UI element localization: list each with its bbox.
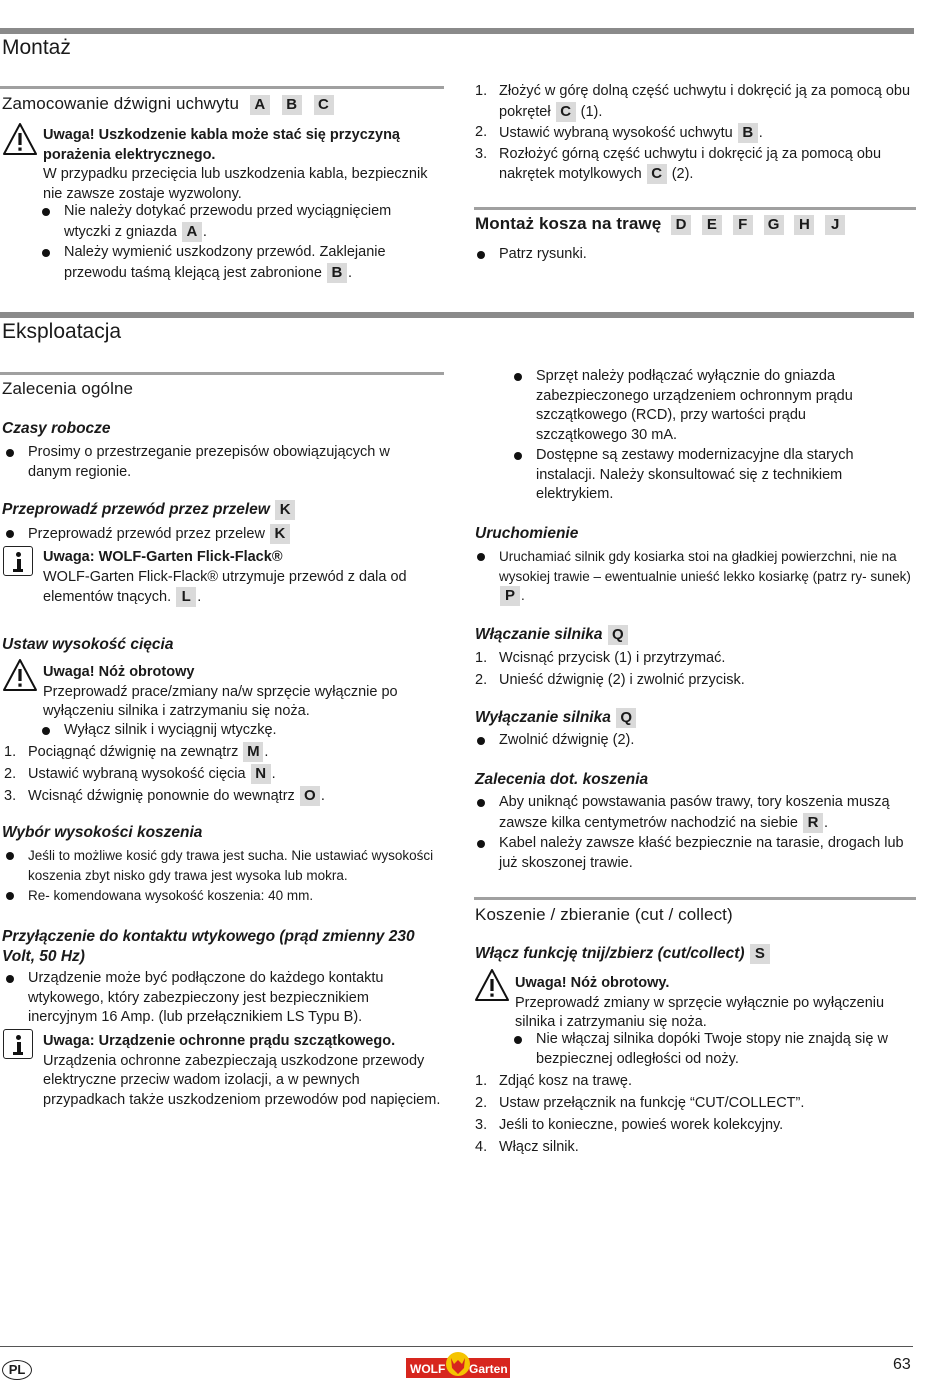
- heading-text: Wyłączanie silnika: [475, 709, 611, 726]
- list-item: 3. Wcisnąć dźwignię ponownie do wewnątrz O .: [4, 786, 434, 807]
- logo-text-left: WOLF: [410, 1362, 446, 1376]
- info-icon: [3, 546, 33, 576]
- step-number: 2.: [4, 766, 17, 782]
- list-item: [4, 524, 434, 545]
- section-rule-montaz: [0, 28, 914, 34]
- step-text: Unieść dźwignię (2) i zwolnić przycisk.: [499, 671, 745, 688]
- figure-badge: D: [671, 215, 691, 235]
- figure-badge: C: [647, 164, 667, 184]
- logo-text-right: Garten: [469, 1362, 508, 1376]
- bullet-text: Wyłącz silnik i wyciągnij wtyczkę.: [64, 722, 277, 738]
- przelew-bullets: [4, 524, 434, 546]
- warning-title: porażenia elektrycznego.: [43, 146, 216, 163]
- bullet-text: Zwolnić dźwignię (2).: [499, 732, 635, 748]
- wolf-garten-logo: [406, 1350, 510, 1384]
- list-item: Uruchamiać silnik gdy kosiarka stoi na gładkiej powierzchni, nie na wysokiej trawie – ewentualnie unieść lekko kosiarkę (patrz ry- sunek) P .: [475, 547, 915, 606]
- list-item: Nie należy dotykać przewodu przed wyciągnięciem wtyczki z gniazda A .: [40, 202, 435, 242]
- warning-title: Uwaga! Uszkodzenie kabla może stać się przyczyną: [43, 127, 400, 143]
- warning-icon: [2, 658, 38, 692]
- heading-text: Przeprowadź przewód przez przelew: [2, 501, 270, 518]
- list-item: [475, 1093, 915, 1114]
- warning-cable-block: [43, 126, 438, 204]
- step-text: (1).: [580, 103, 603, 120]
- heading-czasy: Czasy robocze: [2, 420, 111, 437]
- figure-badge: E: [702, 215, 722, 235]
- ustaw-steps: [4, 742, 434, 808]
- heading-zamocowanie: [2, 93, 335, 115]
- subsection-rule: [474, 207, 916, 210]
- figure-badge: A: [182, 222, 202, 242]
- bullet-text: Nie należy dotykać przewodu przed wyciągnięciem wtyczki z gniazda: [64, 203, 392, 240]
- figure-badge: M: [243, 742, 263, 762]
- figure-badge: B: [282, 95, 302, 115]
- heading-zalecenia-koszenia: Zalecenia dot. koszenia: [475, 771, 649, 788]
- wybor-bullets: [4, 846, 444, 907]
- kosz-bullets: [475, 245, 915, 266]
- list-item: [512, 367, 882, 445]
- list-item: [475, 834, 915, 873]
- heading-text: Zamocowanie dźwigni uchwytu: [2, 94, 240, 113]
- heading-ustaw: Ustaw wysokość cięcia: [2, 636, 174, 653]
- figure-badge: K: [270, 524, 290, 544]
- cable-bullets: [40, 202, 435, 284]
- figure-badge: O: [300, 786, 320, 806]
- bullet-text: Sprzęt należy podłączać wyłącznie do gniazda zabezpieczonego urządzeniem ochronnym prądu szczątkowego (RCD), przy wartości prądu szczątkowego 30 mA.: [536, 368, 853, 443]
- info-text: WOLF-Garten Flick-Flack® utrzymuje przewód z dala od elementów tnących.: [43, 568, 407, 605]
- list-item: [475, 1071, 915, 1092]
- step-text: Zdjąć kosz na trawę.: [499, 1073, 632, 1089]
- list-item: [512, 1030, 915, 1069]
- wylaczanie-bullets: [475, 731, 915, 752]
- wlaczanie-steps: [475, 648, 915, 691]
- list-item: [4, 443, 419, 482]
- list-item: 2. Ustawić wybraną wysokość uchwytu B .: [475, 124, 763, 141]
- list-item: [512, 446, 882, 505]
- bullet-text: Re- komendowana wysokość koszenia: 40 mm.: [28, 888, 314, 903]
- warning-noz: [43, 663, 443, 722]
- warning-noz-koszenie: [515, 974, 915, 1033]
- warning-title: Uwaga! Nóż obrotowy.: [515, 975, 670, 991]
- list-item: [4, 846, 444, 885]
- list-item: [475, 1115, 915, 1136]
- list-item: Należy wymienić uszkodzony przewód. Zaklejanie przewodu taśmą klejącą jest zabronione B .: [40, 243, 435, 283]
- bullet-text: Patrz rysunki.: [499, 246, 587, 262]
- step-number: 1.: [475, 83, 488, 99]
- language-badge: PL: [2, 1360, 32, 1380]
- step-number: 2.: [475, 671, 488, 688]
- bullet-text: Jeśli to możliwe kosić gdy trawa jest sucha. Nie ustawiać wysokości koszenia zbyt nisko gdy trawa jest wysoka lub mokra.: [28, 848, 434, 883]
- list-item: [475, 670, 915, 691]
- bullet-text: Kabel należy zawsze kłaść bezpiecznie na tarasie, drogach lub już skoszonej trawie.: [499, 835, 904, 871]
- step-text: Złożyć w górę dolną część uchwytu i dokręcić ją za pomocą obu pokręteł: [499, 83, 911, 120]
- bullet-text: Należy wymienić uszkodzony przewód. Zaklejanie przewodu taśmą klejącą jest zabronione: [64, 244, 386, 281]
- figure-badge: G: [764, 215, 784, 235]
- noz-koszenie-bullets: [512, 1030, 915, 1070]
- step-text: (2).: [671, 166, 694, 182]
- warning-title: Uwaga! Nóż obrotowy: [43, 664, 195, 680]
- heading-wybor: Wybór wysokości koszenia: [2, 824, 203, 841]
- list-item: Aby uniknąć powstawania pasów trawy, tory koszenia muszą zawsze kilka centymetrów nachodzić na siebie R .: [475, 793, 915, 833]
- step-text: Pociągnąć dźwignię na zewnątrz: [28, 744, 239, 760]
- rcd-bullets: [512, 367, 882, 506]
- bullet-text: Dostępne są zestawy modernizacyjne dla starych instalacji. Należy skonsultować się z technikiem elektrykiem.: [536, 447, 854, 502]
- figure-badge: R: [803, 813, 823, 833]
- list-item: [4, 969, 419, 1028]
- heading-funkcja: [475, 944, 771, 964]
- heading-wylaczanie: [475, 708, 637, 728]
- section-rule-eksploatacja: [0, 312, 914, 318]
- list-item: [475, 82, 915, 122]
- footer-rule: [0, 1346, 913, 1347]
- list-item: 1. Pociągnąć dźwignię na zewnątrz M .: [4, 742, 434, 763]
- info-rcd: [43, 1032, 443, 1110]
- step-text: Rozłożyć górną część uchwytu i dokręcić ją za pomocą obu nakrętek motylkowych: [499, 145, 882, 182]
- list-item: [40, 721, 440, 741]
- heading-uruchomienie: Uruchomienie: [475, 525, 579, 542]
- list-item: [475, 1137, 915, 1158]
- heading-text: Włącz funkcję tnij/zbierz (cut/collect): [475, 945, 745, 962]
- figure-badge: F: [733, 215, 753, 235]
- warning-icon: [2, 122, 38, 156]
- subsection-rule: [0, 372, 444, 375]
- figure-badge: S: [750, 944, 770, 964]
- step-number: 2.: [475, 124, 488, 140]
- page-number: 63: [893, 1356, 911, 1373]
- info-text: Urządzenia ochronne zabezpieczają uszkodzone przewody elektryczne przeciw wadom izolacji, a w pewnych przypadkach także uszkodzeniom przewodów pod napięciem.: [43, 1052, 441, 1108]
- subsection-rule: [0, 86, 444, 89]
- handle-steps: [475, 82, 915, 186]
- step-text: Wcisnąć dźwignię ponownie do wewnątrz: [28, 788, 295, 804]
- list-item: [475, 145, 915, 185]
- step-number: 4.: [475, 1139, 488, 1155]
- figure-badge: H: [794, 215, 814, 235]
- list-item: [475, 731, 915, 751]
- step-number: 1.: [475, 1073, 488, 1089]
- step-number: 1.: [4, 744, 17, 760]
- list-item: [4, 886, 444, 906]
- warning-text: Przeprowadź zmiany w sprzęcie wyłącznie po wyłączeniu silnika i zatrzymaniu się noża.: [515, 994, 885, 1030]
- info-title: Uwaga: WOLF-Garten Flick-Flack®: [43, 549, 283, 565]
- list-item: [475, 648, 915, 669]
- warning-text: W przypadku przecięcia lub uszkodzenia kabla, bezpiecznik nie zawsze zostaje wyzwolony.: [43, 166, 428, 202]
- step-text: Ustaw przełącznik na funkcję “CUT/COLLECT”.: [499, 1095, 805, 1111]
- warning-icon: [474, 968, 510, 1002]
- figure-badge: P: [500, 586, 520, 606]
- noz-bullets: [40, 721, 440, 742]
- bullet-text: Prosimy o przestrzeganie prezepisów obowiązujących w danym regionie.: [28, 444, 390, 480]
- heading-wlaczanie: [475, 625, 629, 645]
- figure-badge: J: [825, 215, 845, 235]
- heading-zalecenia: Zalecenia ogólne: [2, 379, 134, 398]
- step-number: 3.: [475, 145, 488, 162]
- uruchomienie-bullets: [475, 547, 915, 607]
- zalecenia-koszenia-bullets: [475, 793, 915, 874]
- figure-badge: K: [275, 500, 295, 520]
- step-text: Jeśli to konieczne, powieś worek kolekcyjny.: [499, 1117, 784, 1133]
- figure-badge: C: [314, 95, 334, 115]
- heading-text: Montaż kosza na trawę: [475, 214, 662, 233]
- step-text: Włącz silnik.: [499, 1139, 579, 1155]
- list-item: 2. Ustawić wybraną wysokość cięcia N .: [4, 764, 434, 785]
- figure-badge: B: [327, 263, 347, 283]
- bullet-text: Nie włączaj silnika dopóki Twoje stopy nie znajdą się w bezpiecznej odległości od noży.: [536, 1031, 888, 1067]
- subsection-rule: [474, 897, 916, 900]
- figure-badge: A: [250, 95, 270, 115]
- przylaczenie-bullets: [4, 969, 419, 1029]
- info-flick-flack: Uwaga: WOLF-Garten Flick-Flack® WOLF-Garten Flick-Flack® utrzymuje przewód z dala od elementów tnących. L .: [43, 548, 443, 608]
- section-title-montaz: Montaż: [2, 36, 71, 59]
- figure-badge: N: [251, 764, 271, 784]
- heading-przelew: [2, 500, 296, 520]
- step-text: Ustawić wybraną wysokość cięcia: [28, 766, 246, 782]
- heading-text: Włączanie silnika: [475, 626, 603, 643]
- bullet-text: Przeprowadź przewód przez przelew: [28, 526, 265, 542]
- koszenie-steps: [475, 1071, 915, 1159]
- figure-badge: B: [738, 123, 758, 143]
- czasy-bullets: [4, 443, 419, 483]
- warning-text: Przeprowadź prace/zmiany na/w sprzęcie wyłącznie po wyłączeniu silnika i zatrzymaniu się noża.: [43, 683, 398, 719]
- heading-przylaczenie: Przyłączenie do kontaktu wtykowego (prąd zmienny 230 Volt, 50 Hz): [2, 928, 415, 965]
- figure-badge: Q: [608, 625, 628, 645]
- info-icon: [3, 1029, 33, 1059]
- list-item: [475, 245, 915, 265]
- step-number: 2.: [475, 1095, 488, 1111]
- figure-badge: L: [176, 587, 196, 607]
- figure-badge: C: [556, 102, 576, 122]
- bullet-text: Aby uniknąć powstawania pasów trawy, tory koszenia muszą zawsze kilka centymetrów nachodzić na siebie: [499, 794, 890, 831]
- step-number: 3.: [475, 1117, 488, 1133]
- info-title: Uwaga: Urządzenie ochronne prądu szczątkowego.: [43, 1033, 396, 1049]
- heading-koszenie: Koszenie / zbieranie (cut / collect): [475, 905, 733, 924]
- figure-badge: Q: [616, 708, 636, 728]
- bullet-text: Urządzenie może być podłączone do każdego kontaktu wtykowego, który zabezpieczony jest bezpiecznikiem inercyjnym 16 Amp. (lub przełącznikiem LS Typu B).: [28, 970, 384, 1025]
- heading-kosz: [475, 213, 846, 235]
- step-number: 3.: [4, 788, 17, 804]
- section-title-eksploatacja: Eksploatacja: [2, 320, 122, 343]
- bullet-text: Uruchamiać silnik gdy kosiarka stoi na gładkiej powierzchni, nie na wysokiej trawie – ewentualnie unieść lekko kosiarkę (patrz ry- sunek): [499, 549, 911, 584]
- step-text: Wcisnąć przycisk (1) i przytrzymać.: [499, 650, 726, 666]
- step-text: Ustawić wybraną wysokość uchwytu: [499, 125, 733, 141]
- step-number: 1.: [475, 650, 488, 666]
